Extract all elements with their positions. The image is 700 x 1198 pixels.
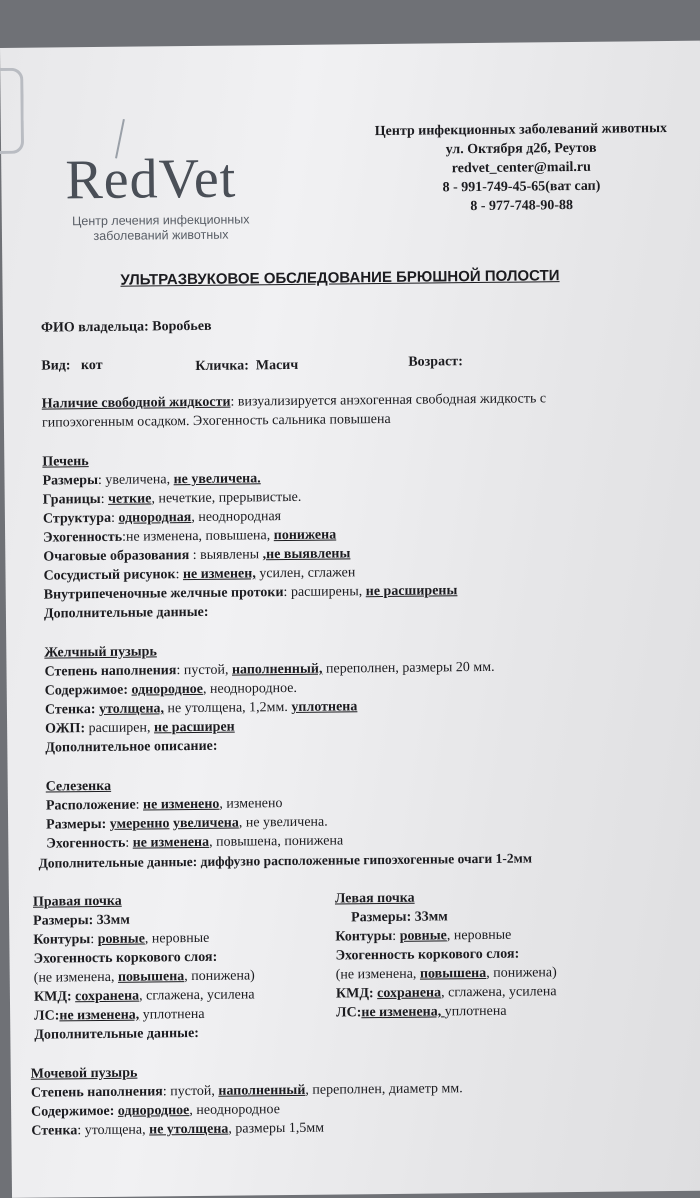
clinic-contacts [341,119,700,218]
liver-borders: Границы: четкие, нечеткие, прерывистые. [42,489,302,508]
paper-clip [0,68,24,154]
bladder-heading: Мочевой пузырь [30,1065,138,1082]
right-kidney-cortex-values: (не изменена, повышена, понижена) [33,968,255,986]
liver-size: Размеры: увеличена, не увеличена. [42,471,261,489]
clinic-address: ул. Октября д2б, Реутов [445,140,597,158]
gallbladder-extra: Дополнительное описание: [45,738,218,756]
free-fluid-line-2: гипоэхогенным осадком. Эхогенность сальника повышена [41,411,391,431]
spleen-echogenicity: Эхогенность: не изменена, повышена, понижена [46,833,344,852]
liver-echogenicity: Эхогенность:не изменена, повышена, понижена [43,527,337,546]
pet-name-field: Кличка: Масич [195,357,299,374]
free-fluid-line-1: Наличие свободной жидкости: визуализируется анэхогенная свободная жидкость с [41,391,547,412]
right-kidney-extra: Дополнительные данные: [34,1025,200,1043]
clinic-name: Центр инфекционных заболеваний животных [374,121,668,140]
age-field: Возраст: [408,354,463,370]
left-kidney-cortex-label: Эхогенность коркового слоя: [335,946,520,964]
spleen-heading: Селезенка [45,778,112,795]
right-kidney-cmd: КМД: сохранена, сглажена, усилена [33,987,255,1005]
clinic-phone-1: 8 - 991-749-45-65(ват сап) [442,178,601,196]
spleen-size: Размеры: умеренно увеличена, не увеличена. [46,814,328,833]
left-kidney-size: Размеры: 33мм [351,909,448,926]
clinic-phone-2: 8 - 977-748-90-88 [470,198,574,215]
gallbladder-wall: Стенка: утолщена, не утолщена, 1,2мм. уплотнена [44,699,358,718]
liver-structure: Структура: однородная, неоднородная [42,509,282,527]
spleen-extra: Дополнительные данные: диффузно расположенные гипоэхогенные очаги 1-2мм [38,850,533,871]
bladder-wall: Стенка: утолщена, не утолщена, размеры 1,5мм [31,1120,325,1139]
owner-line: ФИО владельца: Воробьев [40,318,212,336]
right-kidney-heading: Правая почка [32,893,122,910]
left-kidney-ls: ЛС:не изменена, уплотнена [336,1003,507,1021]
logo-subtitle: Центр лечения инфекционных заболеваний животных [72,212,250,244]
right-kidney-cortex-label: Эхогенность коркового слоя: [33,949,218,967]
right-kidney-ls: ЛС:не изменена, уплотнена [34,1006,205,1024]
species-field: Вид: кот [41,357,103,374]
right-kidney-contour: Контуры: ровные, неровные [33,930,210,948]
gallbladder-cbd: ОЖП: расширен, не расширен [45,719,235,737]
spleen-position: Расположение: не изменено, изменено [45,796,283,814]
liver-bile-ducts: Внутрипеченочные желчные протоки: расширены, не расширены [43,583,458,603]
liver-extra: Дополнительные данные: [43,604,209,622]
redvet-logo [65,147,256,244]
liver-heading: Печень [42,454,89,470]
liver-vascular: Сосудистый рисунок: не изменен, усилен, сглажен [43,565,356,584]
gallbladder-content: Содержимое: однородное, неоднородное. [44,680,298,699]
left-kidney-cortex-values: (не изменена, повышена, понижена) [335,965,557,983]
gallbladder-fill: Степень наполнения: пустой, наполненный, переполнен, размеры 20 мм. [44,659,495,680]
bladder-fill: Степень наполнения: пустой, наполненный, переполнен, диаметр мм. [30,1081,463,1101]
report-title: УЛЬТРАЗВУКОВОЕ ОБСЛЕДОВАНИЕ БРЮШНОЙ ПОЛОСТИ [120,267,560,289]
logo-wordmark: RedVet [65,147,237,212]
bladder-content: Содержимое: однородное, неоднородное [31,1102,280,1120]
left-kidney-cmd: КМД: сохранена, сглажена, усилена [335,984,557,1002]
left-kidney-heading: Левая почка [334,890,415,907]
left-kidney-contour: Контуры: ровные, неровные [335,927,512,945]
clinic-email: redvet_center@mail.ru [451,159,591,177]
report-sheet [0,41,700,1198]
gallbladder-heading: Желчный пузырь [44,644,157,661]
liver-focal-lesions: Очаговые образования : выявлены ,не выявлены [43,546,351,565]
right-kidney-size: Размеры: 33мм [33,912,130,929]
